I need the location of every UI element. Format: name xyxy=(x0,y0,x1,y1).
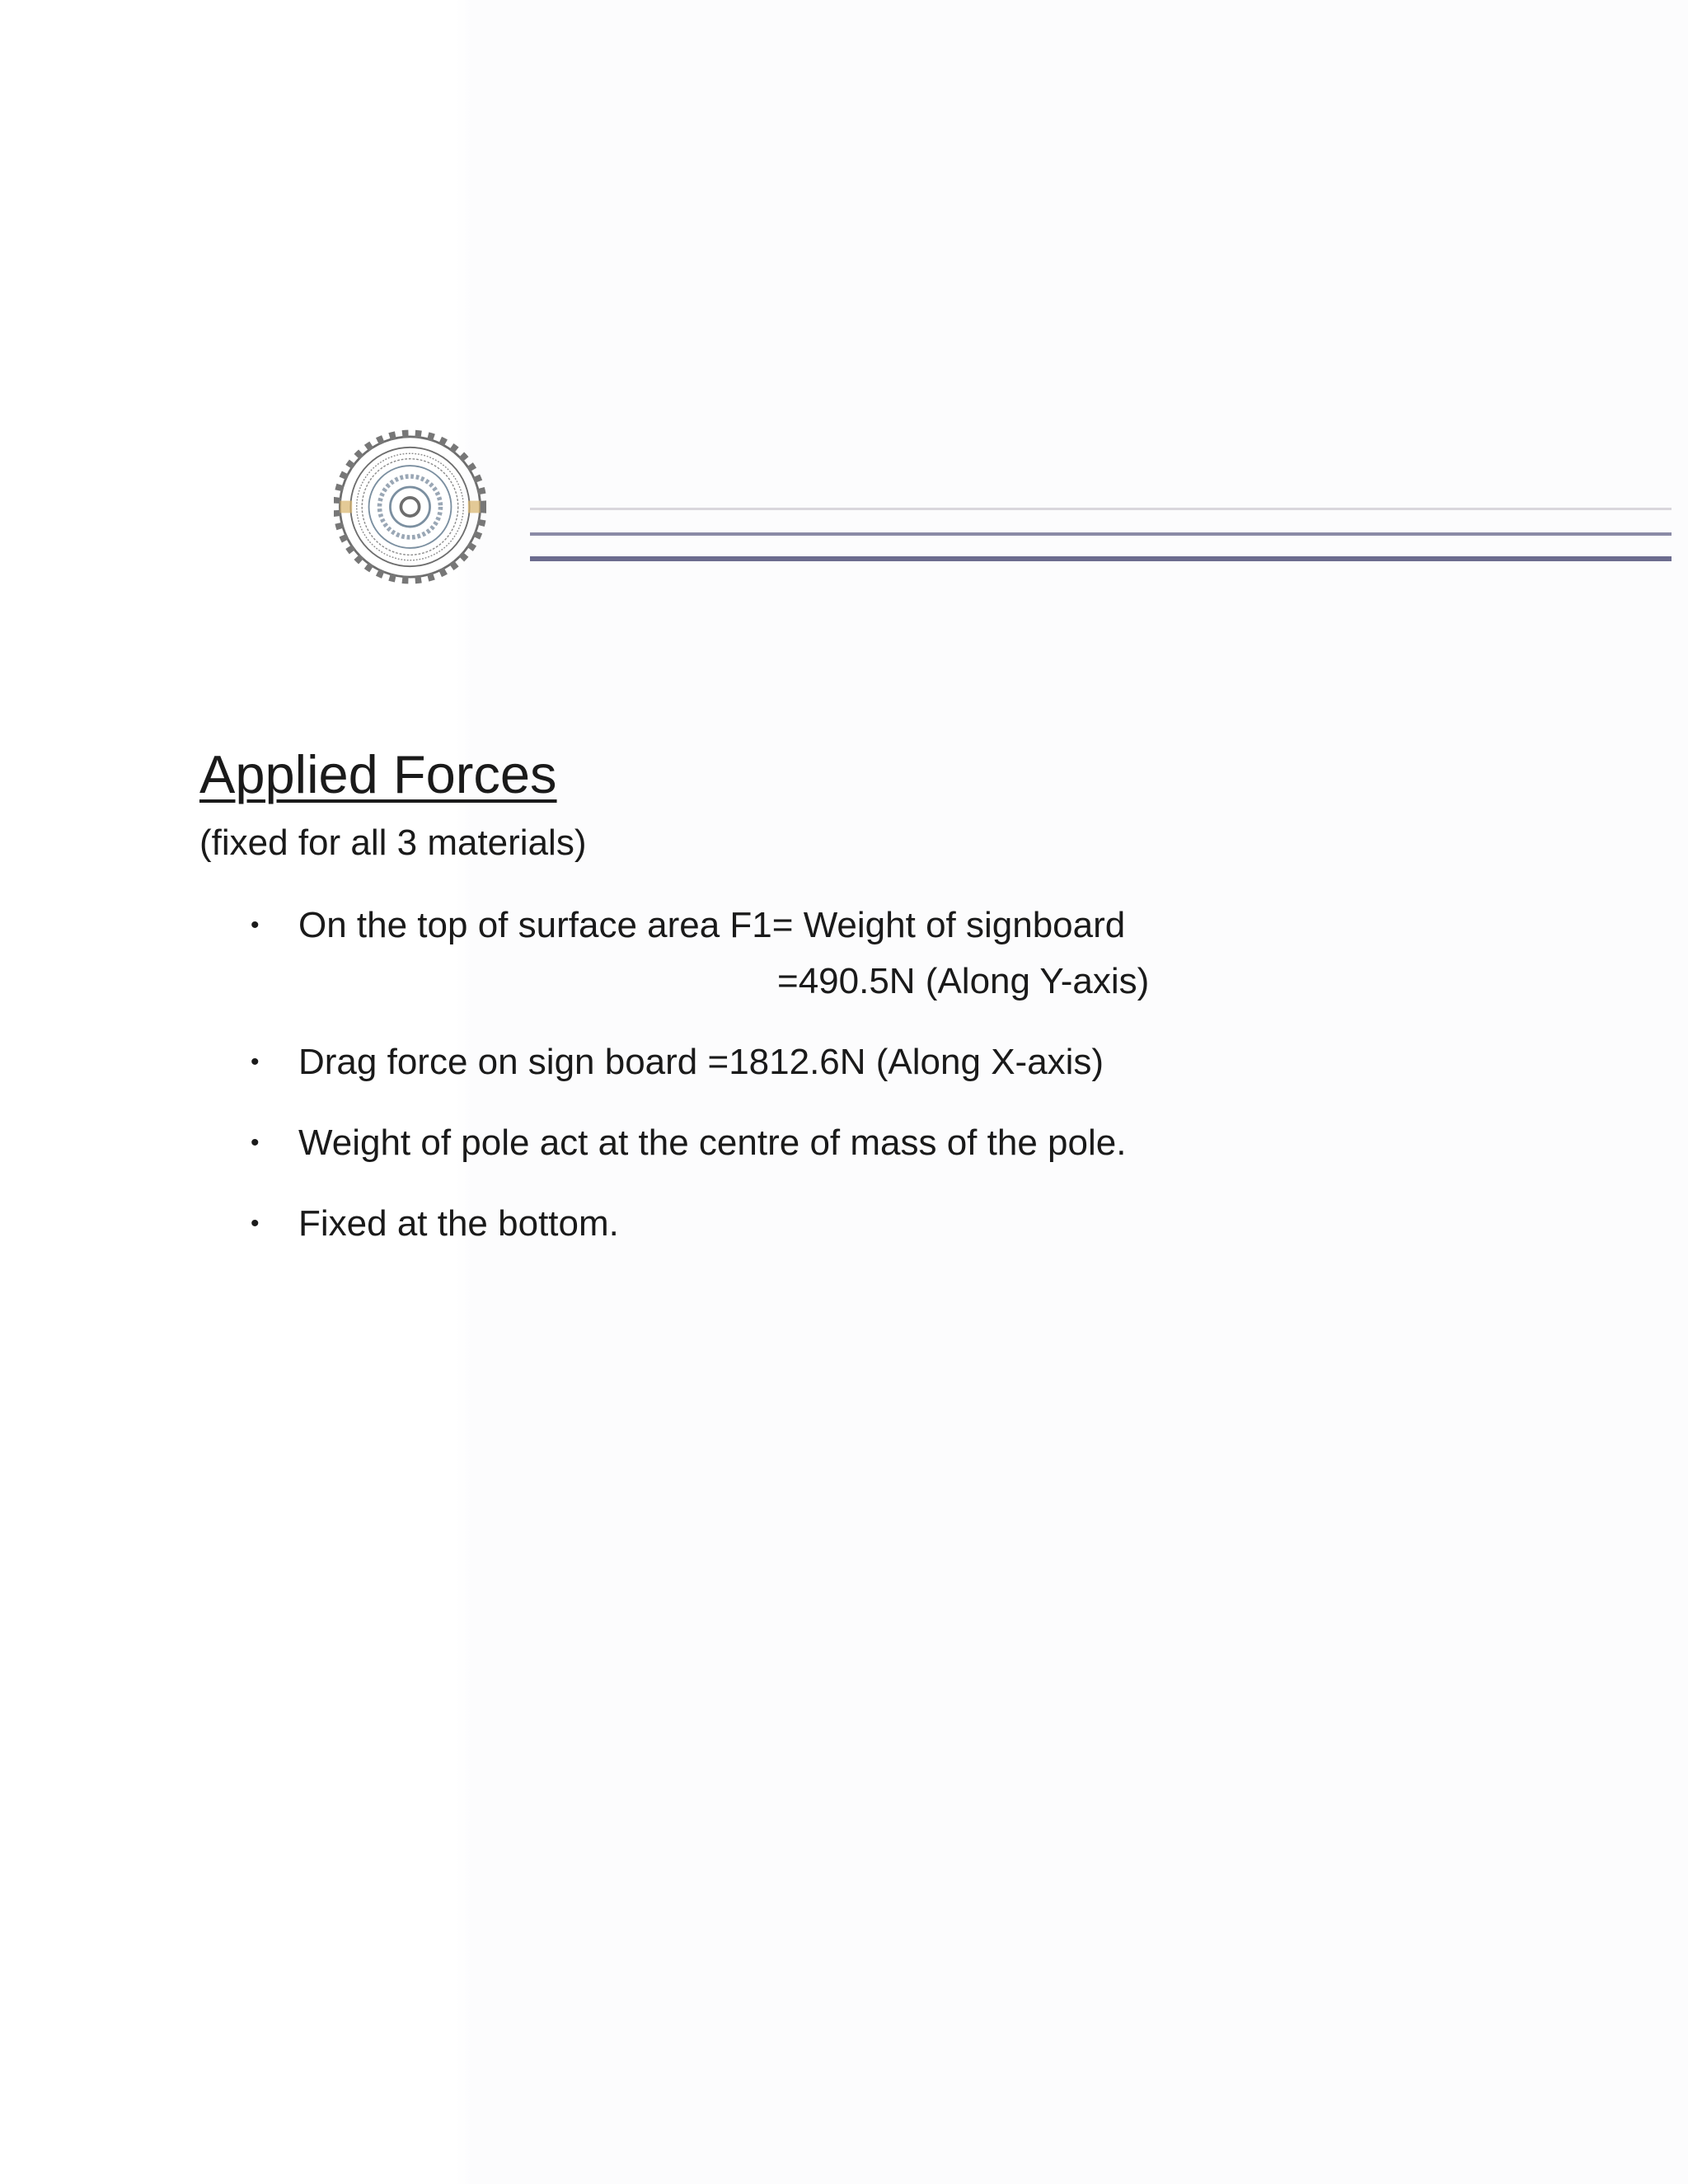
bullet-list xyxy=(199,898,1436,1252)
bullet-text: On the top of surface area F1= Weight of signboard xyxy=(298,905,1126,945)
list-item xyxy=(199,1115,1436,1171)
list-item xyxy=(199,898,1436,1010)
institute-seal-icon xyxy=(334,429,486,585)
bullet-icon: • xyxy=(251,912,260,939)
bullet-icon: • xyxy=(251,1210,260,1237)
header-rule-medium xyxy=(530,532,1672,536)
list-item xyxy=(199,1034,1436,1090)
bullet-text: Drag force on sign board =1812.6N (Along X-axis) xyxy=(298,1042,1104,1082)
bullet-text: Weight of pole act at the centre of mass of the pole. xyxy=(298,1122,1127,1163)
list-item xyxy=(199,1196,1436,1252)
content-section xyxy=(199,738,1436,1277)
bullet-icon: • xyxy=(251,1048,260,1076)
header-rule-dark xyxy=(530,556,1672,561)
bullet-icon: • xyxy=(251,1129,260,1156)
section-heading: Applied Forces xyxy=(199,744,557,804)
header-rule-light xyxy=(530,508,1672,510)
section-subtitle: (fixed for all 3 materials) xyxy=(199,823,587,863)
bullet-text-continuation: =490.5N (Along Y-axis) xyxy=(777,961,1150,1001)
bullet-text: Fixed at the bottom. xyxy=(298,1203,619,1244)
